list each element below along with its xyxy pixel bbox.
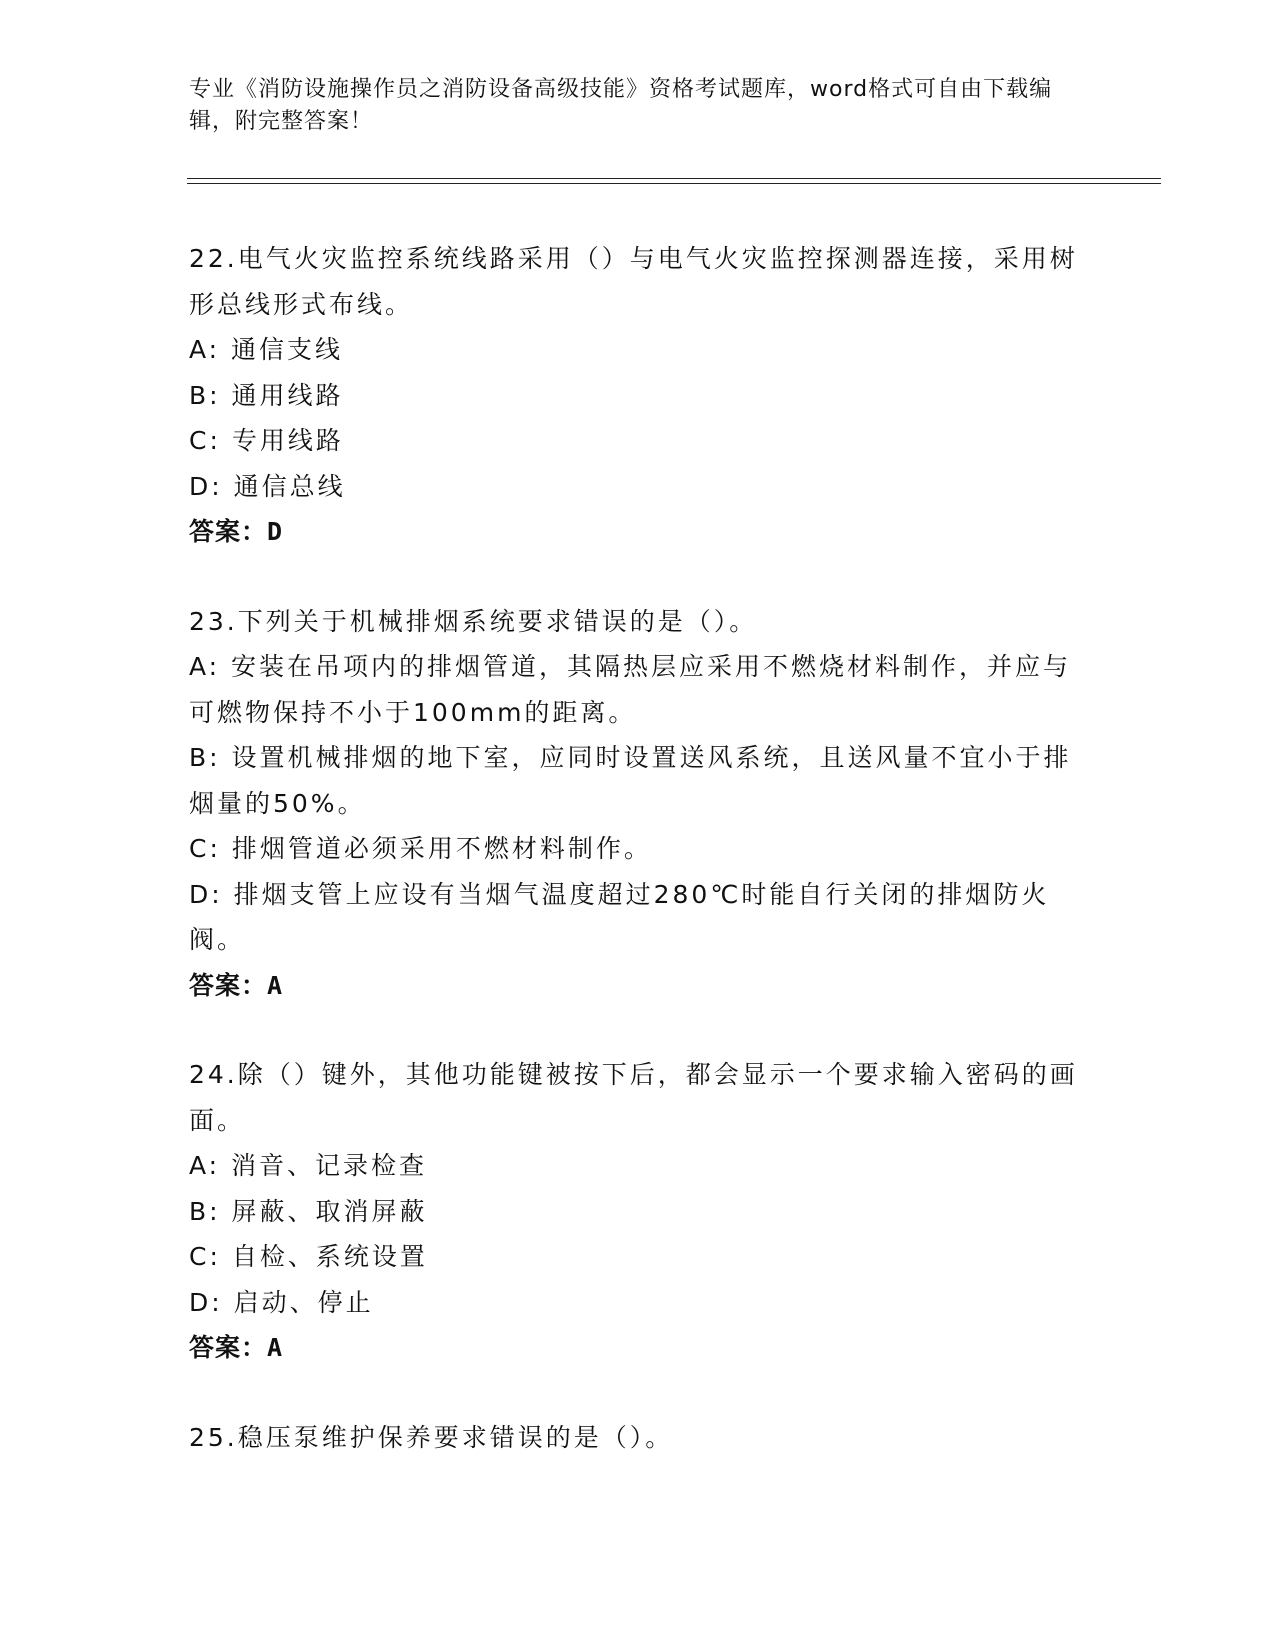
question-text: 23.下列关于机械排烟系统要求错误的是（）。: [189, 606, 758, 636]
question-25: [189, 1415, 1089, 1461]
option-b: B: 通用线路: [189, 380, 344, 410]
option-a: A: 安装在吊项内的排烟管道，其隔热层应采用不燃烧材料制作，并应与可燃物保持不小于100mm的距离。: [189, 652, 1072, 727]
option-b: B: 设置机械排烟的地下室，应同时设置送风系统，且送风量不宜小于排烟量的50%。: [189, 743, 1072, 818]
question-text: 22.电气火灾监控系统线路采用（）与电气火灾监控探测器连接，采用树形总线形式布线。: [189, 244, 1078, 319]
option-d: D: 通信总线: [189, 471, 346, 501]
option-c: C: 自检、系统设置: [189, 1242, 428, 1271]
question-22: [189, 236, 1089, 555]
answer-label: 答案：: [189, 517, 268, 546]
question-text: 24.除（）键外，其他功能键被按下后，都会显示一个要求输入密码的画面。: [189, 1060, 1078, 1135]
option-a: A: 消音、记录检查: [189, 1151, 428, 1180]
answer-label: 答案：: [189, 970, 268, 1000]
answer-line: [189, 1325, 1089, 1371]
question-text: 25.稳压泵维护保养要求错误的是（）。: [189, 1422, 674, 1452]
answer-line: [189, 963, 1089, 1009]
option-b: B: 屏蔽、取消屏蔽: [189, 1196, 428, 1226]
option-c: C: 排烟管道必须采用不燃材料制作。: [189, 834, 652, 863]
header-divider-top: [187, 178, 1161, 179]
answer-line: [189, 509, 1089, 555]
answer-value: A: [267, 970, 284, 1000]
header-divider-bottom: [187, 183, 1161, 184]
question-23: [189, 599, 1089, 1009]
option-d: D: 排烟支管上应设有当烟气温度超过280℃时能自行关闭的排烟防火阀。: [189, 879, 1050, 954]
document-header: [189, 74, 1089, 138]
question-24: [189, 1052, 1089, 1371]
question-list: [189, 236, 1089, 1504]
option-d: D: 启动、停止: [189, 1287, 374, 1317]
option-c: C: 专用线路: [189, 426, 344, 455]
answer-value: D: [267, 517, 284, 546]
answer-value: A: [267, 1333, 284, 1362]
header-text: 专业《消防设施操作员之消防设备高级技能》资格考试题库，word格式可自由下载编辑，附完整答案！: [189, 77, 1053, 134]
answer-label: 答案：: [189, 1333, 268, 1362]
option-a: A: 通信支线: [189, 335, 344, 364]
